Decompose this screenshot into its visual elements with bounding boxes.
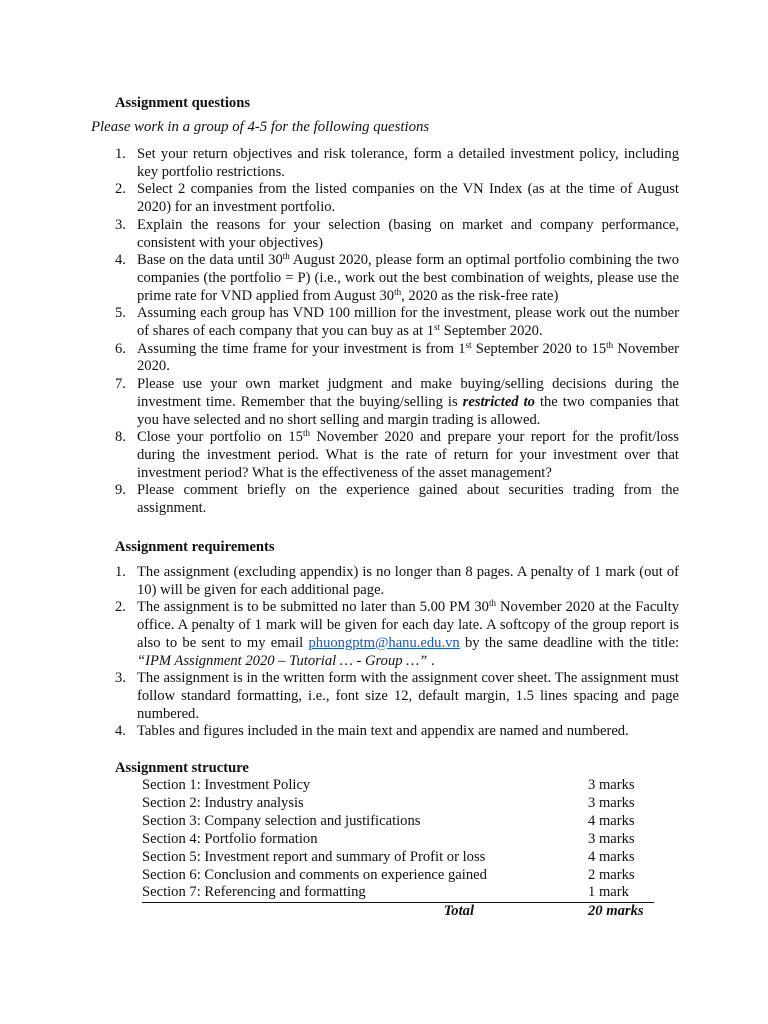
questions-heading: Assignment questions — [115, 95, 251, 111]
section-name: Section 7: Referencing and formatting — [142, 884, 588, 902]
structure-row — [142, 867, 654, 885]
superscript: st — [434, 322, 441, 333]
list-item — [115, 146, 679, 181]
structure-row — [142, 777, 654, 795]
section-name: Section 4: Portfolio formation — [142, 830, 318, 847]
emphasis-text: restricted to — [462, 393, 535, 410]
item-number: 6. — [115, 340, 126, 357]
section-name: Section 1: Investment Policy — [142, 777, 311, 793]
list-item — [115, 564, 679, 599]
item-text: Close your portfolio on 15 — [137, 429, 303, 446]
item-number: 5. — [115, 305, 126, 322]
list-item — [115, 376, 679, 429]
superscript: st — [465, 339, 472, 350]
item-number: 2. — [115, 181, 126, 198]
list-item — [115, 599, 679, 670]
item-number: 3. — [115, 670, 126, 687]
item-number: 4. — [115, 723, 126, 740]
email-link[interactable]: phuongptm@hanu.edu.vn — [308, 634, 460, 651]
section-marks: 4 marks — [588, 812, 635, 829]
item-number: 7. — [115, 376, 126, 393]
total-row — [142, 903, 654, 921]
structure-row — [142, 849, 654, 867]
list-item — [115, 217, 679, 252]
item-text: The assignment is to be submitted no later than 5.00 PM 30 — [137, 599, 489, 616]
requirements-list — [115, 564, 679, 741]
item-text: The assignment is in the written form with the assignment cover sheet. The assignment must follow standard formatting, i.e., font size 12, default margin, 1.5 lines spacing and page numbered. — [137, 670, 679, 722]
item-number: 8. — [115, 429, 126, 446]
section-name: Section 2: Industry analysis — [142, 794, 304, 811]
section-marks: 4 marks — [588, 848, 635, 865]
item-text: Please comment briefly on the experience gained about securities trading from the assignment. — [137, 482, 679, 517]
list-item — [115, 252, 679, 305]
structure-table — [142, 777, 654, 921]
total-label: Total — [443, 903, 474, 920]
list-item — [115, 723, 679, 741]
section-marks: 3 marks — [588, 777, 635, 793]
item-text: November 2020. — [137, 340, 679, 375]
list-item — [115, 341, 679, 376]
item-number: 9. — [115, 482, 126, 499]
item-text: The assignment (excluding appendix) is no longer than 8 pages. A penalty of 1 mark (out of 10) will be given for each additional page. — [137, 564, 679, 598]
section-marks: 1 mark — [588, 884, 654, 902]
list-item — [115, 181, 679, 216]
item-text: by the same deadline with the title: — [459, 634, 679, 651]
section-marks: 3 marks — [588, 794, 635, 811]
questions-intro: Please work in a group of 4-5 for the following questions — [91, 119, 430, 135]
item-text: Set your return objectives and risk tolerance, form a detailed investment policy, including key portfolio restrictions. — [137, 146, 679, 180]
structure-row — [142, 795, 654, 813]
title-format-text: “IPM Assignment 2020 – Tutorial … - Group …” — [137, 652, 428, 669]
item-number: 1. — [115, 564, 126, 580]
item-text: September 2020. — [440, 323, 543, 340]
structure-row — [142, 813, 654, 831]
superscript: th — [282, 251, 290, 262]
item-text: Please use your own market judgment and make buying/selling decisions during the investment time. Remember that the buying/selling is — [137, 376, 679, 410]
section-name: Section 3: Company selection and justifications — [142, 812, 421, 829]
item-text: Assuming each group has VND 100 million for the investment, please work out the number of shares of each company that you can buy as at 1 — [137, 305, 679, 340]
item-text: Select 2 companies from the listed companies on the VN Index (as at the time of August 2020) for an investment portfolio. — [137, 181, 679, 216]
item-text: the two companies that you have selected and no short selling and margin trading is allowed. — [137, 393, 679, 428]
item-number: 4. — [115, 252, 126, 269]
item-text: , 2020 as the risk-free rate) — [401, 287, 559, 304]
section-name: Section 5: Investment report and summary of Profit or loss — [142, 848, 486, 865]
questions-list — [115, 146, 679, 518]
item-text: September 2020 to 15 — [471, 340, 607, 357]
item-text: Explain the reasons for your selection (basing on market and company performance, consistent with your objectives) — [137, 216, 679, 251]
item-text: Base on the data until 30 — [137, 252, 283, 269]
section-marks: 2 marks — [588, 866, 635, 883]
item-text: Tables and figures included in the main text and appendix are named and numbered. — [137, 723, 629, 740]
structure-row — [142, 831, 654, 849]
item-text: . — [427, 652, 435, 669]
item-number: 2. — [115, 599, 126, 616]
list-item — [115, 482, 679, 517]
item-text: Assuming the time frame for your investment is from 1 — [137, 340, 466, 357]
list-item — [115, 429, 679, 482]
item-text: November 2020 and prepare your report for the profit/loss during the investment period. What is the rate of return for your investment over that investment period? What is the effectiveness of the asset management? — [137, 429, 679, 481]
item-text: November 2020 at the Faculty office. A penalty of 1 mark will be given for each day late. A softcopy of the group report is also to be sent to my email — [137, 599, 679, 651]
list-item — [115, 305, 679, 340]
section-marks: 3 marks — [588, 830, 635, 847]
total-marks: 20 marks — [588, 903, 644, 920]
item-number: 1. — [115, 146, 126, 162]
item-number: 3. — [115, 216, 126, 233]
structure-row — [142, 884, 654, 902]
superscript: th — [394, 286, 402, 297]
section-name: Section 6: Conclusion and comments on experience gained — [142, 866, 487, 883]
list-item — [115, 670, 679, 723]
superscript: th — [606, 339, 614, 350]
superscript: th — [488, 598, 496, 609]
structure-heading: Assignment structure — [115, 760, 249, 776]
superscript: th — [302, 428, 310, 439]
requirements-heading: Assignment requirements — [115, 539, 275, 555]
item-text: August 2020, please form an optimal portfolio combining the two companies (the portfolio = P) (i.e., work out the best combination of weights, please use the prime rate for VND applied from August 30 — [137, 252, 679, 304]
